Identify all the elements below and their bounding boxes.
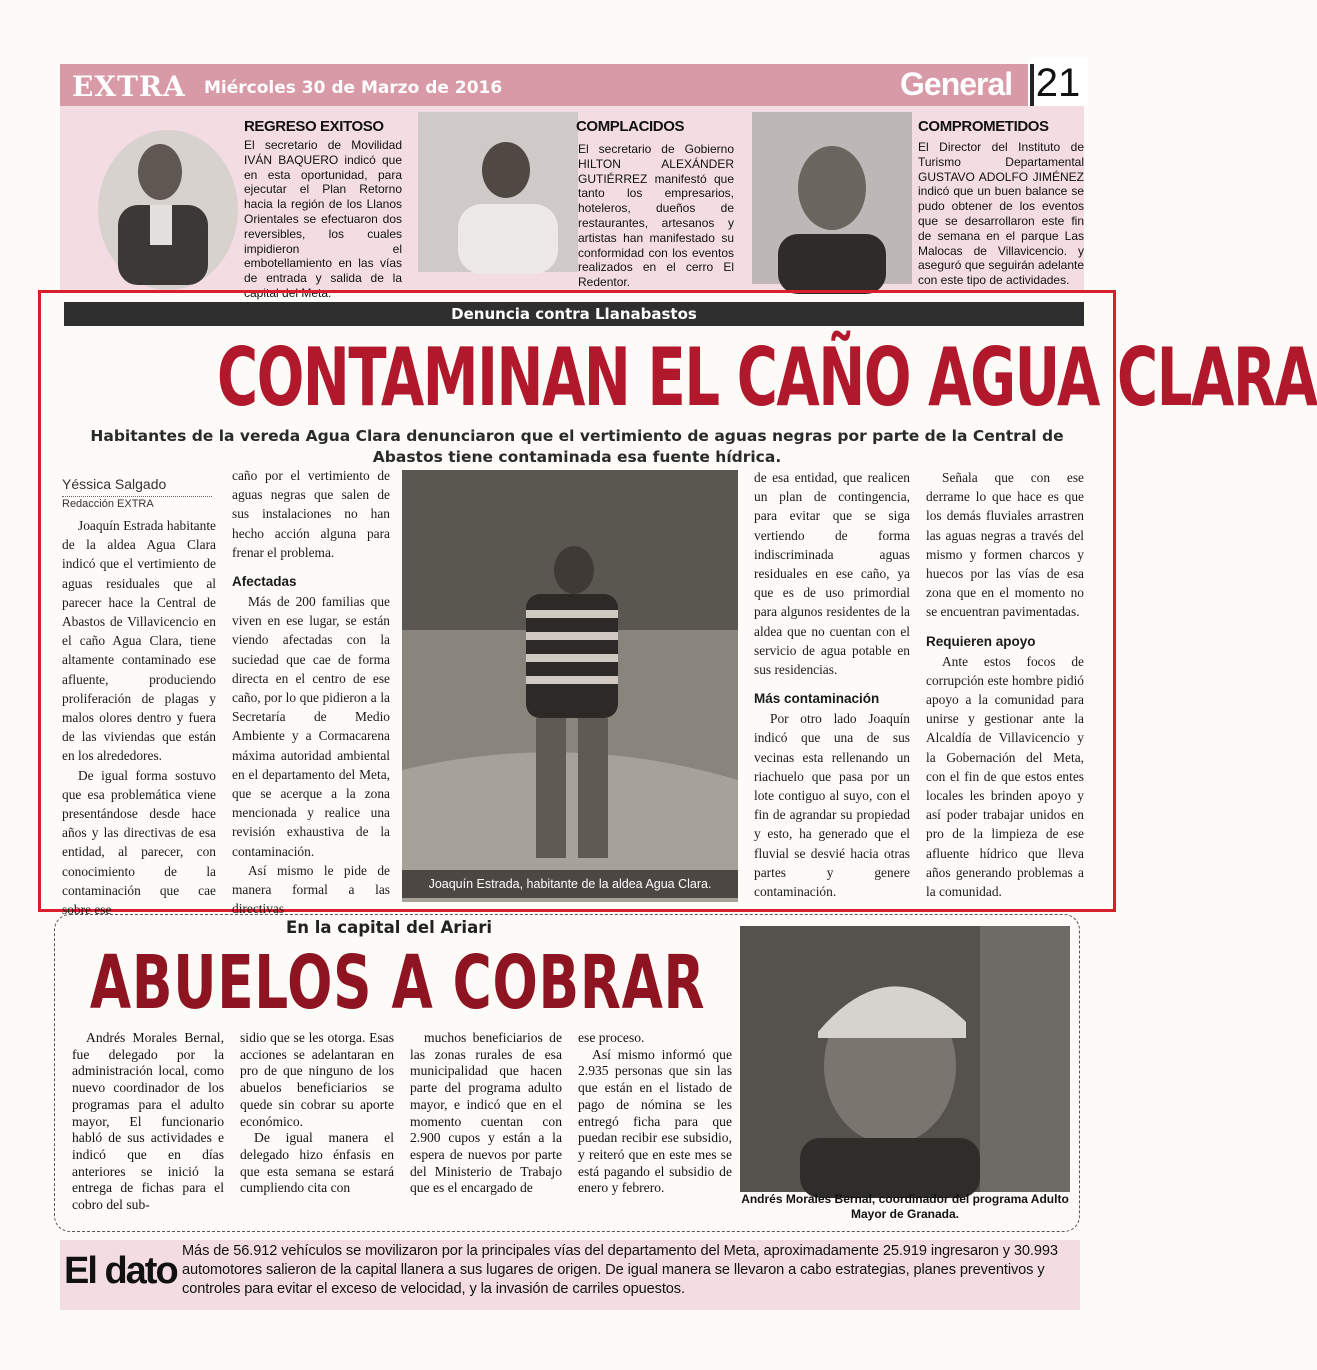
second-article-column-1: [72, 1030, 224, 1214]
person-photo-icon: [418, 112, 578, 272]
paragraph: Así mismo le pide de manera formal a las directivas: [232, 862, 390, 917]
brief-text-1: El secretario de Movilidad IVÁN BAQUERO indicó que en esta oportunidad, para ejecutar el Plan Retorno hacia la región de los Llanos Orientales se efectuaron dos reversibles, los cuales impidieron el embotellamiento en las vías de entrada y salida de la capital del Meta.: [244, 138, 402, 300]
article-column-1: [62, 516, 216, 919]
paragraph: Joaquín Estrada habitante de la aldea Agua Clara indicó que el vertimiento de aguas residuales que al parecer hace la Central de Abastos de Villavicencio en el caño Agua Clara, tiene altamente contaminado ese afluente, produciendo proliferación de plagas y malos olores dentro y fuera de las viviendas que están en los alrededores.: [62, 518, 216, 764]
second-article-photo: [740, 926, 1070, 1192]
man-with-cap-photo-icon: [740, 926, 1070, 1192]
brief-photo-2: [418, 112, 578, 272]
subheading-mas-contaminacion: Más contaminación: [754, 691, 880, 707]
man-photo-icon: [402, 470, 738, 902]
subheading-requieren-apoyo: Requieren apoyo: [926, 633, 1036, 649]
paragraph: Andrés Morales Bernal, fue delegado por la administración local, como nuevo coordinador de los programas para el adulto mayor, El funcionario habló de sus actividades e indicó que en días anteriores se inició la entrega de fichas para el cobro del sub-: [72, 1030, 224, 1213]
article-subhead: Habitantes de la vereda Agua Clara denunciaron que el vertimiento de aguas negras por parte de la Central de Abastos tiene contaminada esa fuente hídrica.: [90, 427, 1064, 466]
brief-photo-3: [752, 112, 912, 284]
paragraph: sidio que se les otorga. Esas acciones se adelantaran en pro de que ninguno de los abuelos beneficiarios se quede sin cobrar su aporte económico.: [240, 1030, 394, 1129]
brief-title-1: REGRESO EXITOSO: [244, 118, 384, 135]
second-article-kicker: En la capital del Ariari: [286, 918, 492, 937]
byline-desk: Redacción EXTRA: [62, 498, 154, 510]
paragraph: Más de 200 familias que viven en ese lugar, se están viendo afectadas con la suciedad que cae de forma directa en el centro de ese caño, por lo que pidieron a la Secretaría de Medio Ambiente y a Cormacarena máxima autoridad ambiental en el departamento del Meta, que se acerque a la zona mencionada y realice una revisión exhaustiva de la contaminación.: [232, 594, 390, 859]
subheading-afectadas: Afectadas: [232, 574, 297, 590]
el-dato-label: El dato: [64, 1250, 177, 1292]
person-photo-icon: [752, 112, 912, 284]
second-article-column-2: [240, 1030, 394, 1197]
article-headline: CONTAMINAN EL CAÑO AGUA CLARA: [217, 331, 1317, 424]
paragraph: de esa entidad, que realicen un plan de contingencia, para evitar que se siga vertiendo de forma indiscriminada aguas residuales en ese caño, ya que es de uso primordial para algunos residentes de la aldea que no cuentan con el servicio de agua potable en sus residencias.: [754, 470, 910, 678]
paragraph: muchos beneficiarios de las zonas rurales de esa municipalidad que hacen parte del programa adulto mayor, e indicó que en el momento cuentan con 2.900 cupos y están a la espera de nuevos por parte del Ministerio de Trabajo que es el encargado de: [410, 1030, 562, 1196]
newspaper-logo: EXTRA: [72, 70, 186, 103]
article-photo: [402, 470, 738, 902]
paragraph: Así mismo informó que 2.935 personas que sin las que están en el listado de pago de nómina se les entregó ficha para que puedan recibir ese subsidio, y reiteró que en este mes se está pagando el subsidio de enero y febrero.: [578, 1046, 732, 1196]
paragraph: Señala que con ese derrame lo que hace es que los demás fluviales arrastren las aguas negras a través del mismo y formen charcos y huecos por las vías de esa zona que en el momento no se encuentran pavimentadas.: [926, 470, 1084, 620]
paragraph: Ante estos focos de corrupción este hombre pidió apoyo a la comunidad para unirse y gestionar ante la Alcaldía de Villavicencio y la Gobernación del Meta, con el fin de que estos entes locales les brinden apoyo y así poder trabajar unidos en pro de la limpieza de ese afluente hídrico que lleva años generando problemas a la comunidad.: [926, 653, 1084, 900]
page-number: 21: [1028, 58, 1088, 108]
brief-photo-1: [88, 110, 234, 290]
brief-title-2: COMPLACIDOS: [576, 118, 685, 135]
el-dato-text: Más de 56.912 vehículos se movilizaron por la principales vías del departamento del Meta, aproximadamente 25.919 ingresaron y 30.993 automotores salieron de la capital llanera a sus lugares de origen. De igual manera se llevaron a cabo estrategias, planes preventivos y controles para evitar el exceso de velocidad, y la invasión de carriles opuestos.: [182, 1243, 1058, 1297]
second-article-column-4: [578, 1030, 732, 1197]
paragraph: ese proceso.: [578, 1030, 645, 1045]
brief-title-3: COMPROMETIDOS: [918, 118, 1049, 135]
article-column-3: [754, 468, 910, 901]
second-article-photo-caption: Andrés Morales Bernal, coordinador del programa Adulto Mayor de Granada.: [741, 1192, 1069, 1221]
second-article-headline: ABUELOS A COBRAR: [89, 940, 706, 1026]
page-number-divider: [1030, 64, 1034, 106]
paragraph: Por otro lado Joaquín indicó que una de sus vecinas esta rellenando un riachuelo que pasa por un lote contiguo al suyo, con el fin de agrandar su propiedad y esto, ha generado que el fluvial se desvié hacia otras partes y genere contaminación.: [754, 711, 910, 900]
article-photo-caption: Joaquín Estrada, habitante de la aldea Agua Clara.: [402, 870, 738, 898]
brief-text-3: El Director del Instituto de Turismo Departamental GUSTAVO ADOLFO JIMÉNEZ indicó que un buen balance se pudo obtener de los eventos que se desarrollaron este fin de semana en el parque Las Malocas de Villavicencio. y aseguró que seguirán adelante con este tipo de actividades.: [918, 140, 1084, 288]
person-photo-icon: [88, 110, 234, 290]
article-column-2: [232, 466, 390, 918]
paragraph: De igual manera el delegado hizo énfasis en que esta semana se estará cumpliendo cita con: [240, 1130, 394, 1196]
paragraph: caño por el vertimiento de aguas negras que salen de sus instalaciones no han hecho acción alguna para frenar el problema.: [232, 468, 390, 560]
section-name: General: [900, 66, 1013, 102]
byline-divider: [62, 496, 212, 497]
byline-author: Yéssica Salgado: [62, 476, 167, 492]
article-column-4: [926, 468, 1084, 901]
paragraph: De igual forma sostuvo que esa problemática viene presentándose desde hace años y las directivas de esa entidad, al parecer, con conocimiento de la contaminación que cae sobre ese: [62, 767, 216, 918]
second-article-column-3: [410, 1030, 562, 1197]
publication-date: Miércoles 30 de Marzo de 2016: [204, 78, 503, 98]
article-kicker: Denuncia contra Llanabastos: [64, 302, 1084, 326]
brief-text-2: El secretario de Gobierno HILTON ALEXÁNDER GUTIÉRREZ manifestó que tanto los empresarios, hoteleros, dueños de restaurantes, artesanos y artistas han manifestado su conformidad con los eventos realizados en el cerro El Redentor.: [578, 142, 734, 290]
